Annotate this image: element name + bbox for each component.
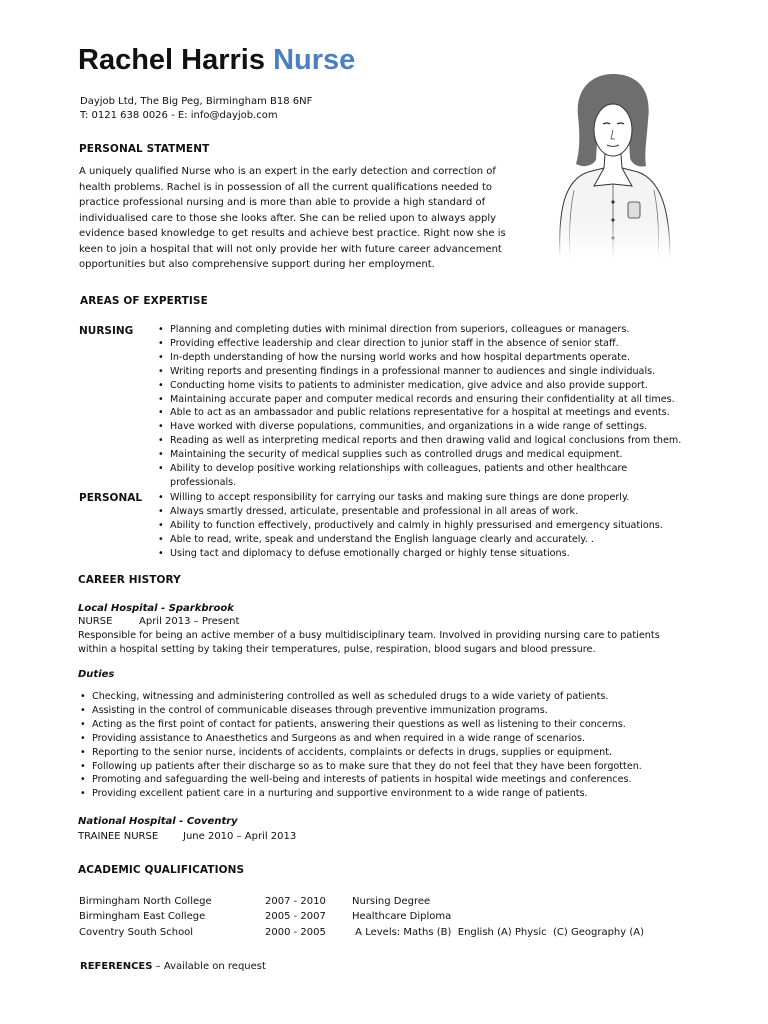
academic-school: Coventry South School <box>79 927 194 938</box>
academic-years: 2007 - 2010 <box>265 896 326 907</box>
statement-line: individualised care to those she looks after. She can be relied upon to always apply <box>79 212 497 224</box>
references-label: REFERENCES <box>80 961 153 972</box>
list-item: • Reading as well as interpreting medical reports and then drawing valid and logical conclusions from them. <box>158 434 681 448</box>
personal-list <box>158 491 663 561</box>
list-item: • Ability to function effectively, productively and calmly in highly pressurised and emergency situations. <box>158 519 663 533</box>
academic-school: Birmingham East College <box>79 911 206 922</box>
list-item: • Providing assistance to Anaesthetics and Surgeons as and when required in a wide range of scenarios. <box>80 732 642 746</box>
job1-dates: April 2013 – Present <box>139 616 240 627</box>
references-text: – Available on request <box>152 961 266 972</box>
candidate-role: Nurse <box>273 44 356 76</box>
references-line <box>80 961 266 972</box>
address-line: Dayjob Ltd, The Big Peg, Birmingham B18 6NF <box>80 96 313 107</box>
list-item: • Reporting to the senior nurse, incidents of accidents, complaints or defects in drugs, supplies or equipment. <box>80 746 642 760</box>
list-item: • Maintaining the security of medical supplies such as controlled drugs and medical equipment. <box>158 448 681 462</box>
list-item: • Planning and completing duties with minimal direction from superiors, colleagues or managers. <box>158 323 681 337</box>
list-item: • Providing excellent patient care in a nurturing and supportive environment to a wide range of patients. <box>80 787 642 801</box>
statement-line: A uniquely qualified Nurse who is an expert in the early detection and correction of <box>79 166 496 177</box>
personal-label: PERSONAL <box>79 492 143 504</box>
candidate-name: Rachel Harris <box>78 44 265 76</box>
expertise-heading: AREAS OF EXPERTISE <box>80 295 208 307</box>
statement-line: evidence based knowledge to get results and achieve best practice. Right now she is <box>79 228 506 239</box>
academic-years: 2005 - 2007 <box>265 911 326 922</box>
list-item: • Promoting and safeguarding the well-being and interests of patients in hospital wide meetings and conferences. <box>80 773 642 787</box>
list-item: • Following up patients after their discharge so as to make sure that they do not feel that they have been forgotten. <box>80 760 642 774</box>
list-item: • Assisting in the control of communicable diseases through preventive immunization programs. <box>80 704 642 718</box>
list-item: • Have worked with diverse populations, communities, and organizations in a wide range of settings. <box>158 420 681 434</box>
list-item-continuation: professionals. <box>170 476 237 488</box>
list-item: • Writing reports and presenting findings in a professional manner to audiences and single individuals. <box>158 365 681 379</box>
job2-dates: June 2010 – April 2013 <box>183 831 297 842</box>
job1-employer: Local Hospital - Sparkbrook <box>78 603 234 614</box>
list-item: • Able to read, write, speak and understand the English language clearly and accurately. . <box>158 533 663 547</box>
list-item: • In-depth understanding of how the nursing world works and how hospital departments operate. <box>158 351 681 365</box>
career-heading: CAREER HISTORY <box>78 574 181 586</box>
academic-qualification: A Levels: Maths (B) English (A) Physic (C) Geography (A) <box>352 927 645 938</box>
list-item: • Providing effective leadership and clear direction to junior staff in the absence of senior staff. <box>158 337 681 351</box>
statement-paragraph <box>79 164 504 273</box>
job1-description: Responsible for being an active member of a busy multidisciplinary team. Involved in providing nursing care to patients <box>78 630 660 641</box>
duties-label: Duties <box>78 669 115 680</box>
nurse-portrait-sketch-icon <box>520 68 700 258</box>
academic-qualification: Healthcare Diploma <box>352 911 452 922</box>
list-item: • Checking, witnessing and administering controlled as well as scheduled drugs to a wide variety of patients. <box>80 690 642 704</box>
nursing-label: NURSING <box>79 325 134 337</box>
statement-line: health problems. Rachel is in possession of all the current qualifications needed to <box>79 181 492 193</box>
academic-qualification: Nursing Degree <box>352 896 431 907</box>
list-item: • Ability to develop positive working relationships with colleagues, patients and other healthcare <box>158 462 681 476</box>
list-item: • Using tact and diplomacy to defuse emotionally charged or highly tense situations. <box>158 547 663 561</box>
statement-heading: PERSONAL STATMENT <box>79 143 210 155</box>
list-item: • Acting as the first point of contact for patients, answering their questions as well as listening to their concerns. <box>80 718 642 732</box>
statement-line: keen to join a hospital that will not only provide her with future career advancement <box>79 243 502 255</box>
statement-line: opportunities but also comprehensive support during her employment. <box>79 259 435 270</box>
statement-line: practice professional nursing and is more than able to provide a high standard of <box>79 197 486 208</box>
list-item: • Conducting home visits to patients to administer medication, give advice and also provide support. <box>158 379 681 393</box>
list-item: • Always smartly dressed, articulate, presentable and professional in all areas of work. <box>158 505 663 519</box>
academic-school: Birmingham North College <box>79 896 212 907</box>
job2-title: TRAINEE NURSE <box>78 831 159 842</box>
list-item: • Maintaining accurate paper and computer medical records and ensuring their confidentiality at all times. <box>158 393 681 407</box>
job2-employer: National Hospital - Coventry <box>78 816 238 827</box>
list-item: • Willing to accept responsibility for carrying our tasks and making sure things are done properly. <box>158 491 663 505</box>
job1-title: NURSE <box>78 616 113 627</box>
duties-list <box>80 690 642 801</box>
academic-years: 2000 - 2005 <box>265 927 326 938</box>
job1-description: within a hospital setting by taking their temperatures, pulse, respiration, blood sugars and blood pressure. <box>78 644 596 655</box>
academic-heading: ACADEMIC QUALIFICATIONS <box>78 864 245 876</box>
contact-line: T: 0121 638 0026 - E: info@dayjob.com <box>80 110 278 121</box>
page-title <box>78 44 355 77</box>
list-item: • Able to act as an ambassador and public relations representative for a hospital at meetings and events. <box>158 406 681 420</box>
nursing-list <box>158 323 681 490</box>
